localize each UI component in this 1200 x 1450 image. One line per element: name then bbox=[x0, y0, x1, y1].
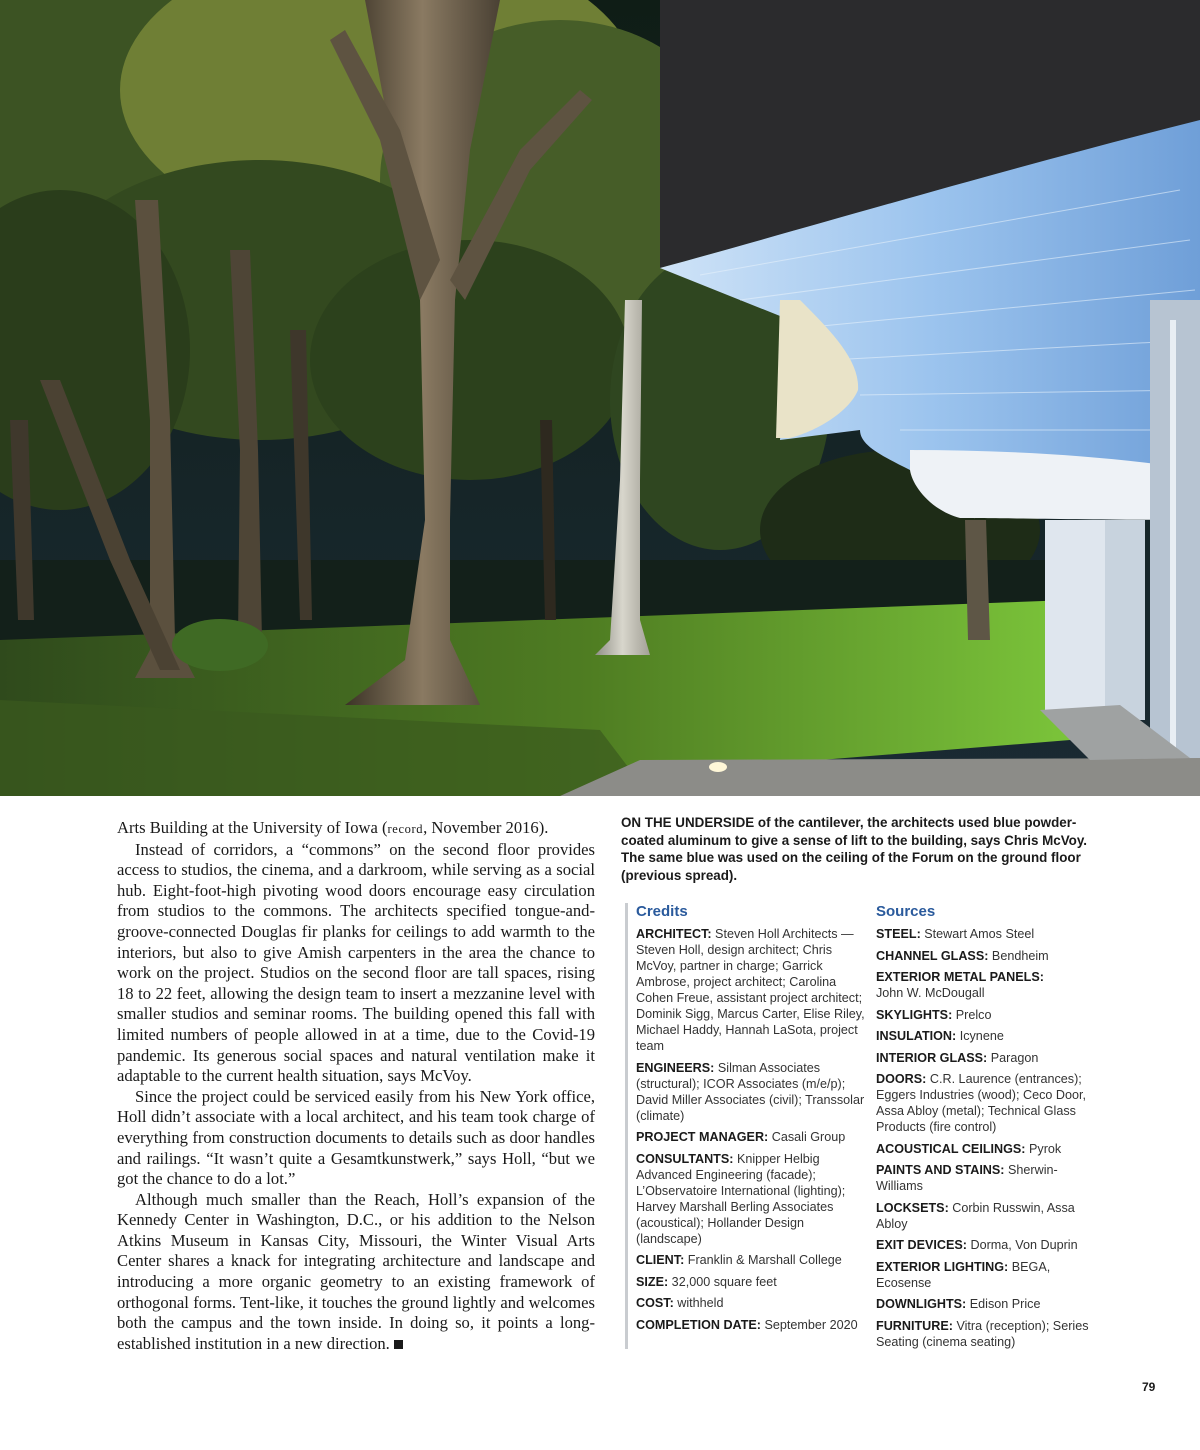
credit-entry: ARCHITECT: Steven Holl Architects — Steven Holl, design architect; Chris McVoy, partner in charge; Garrick Ambrose, project architect; Carolina Cohen Freue, assistant project architect; Dominik Sigg, Marcus Carter, Elise Riley, Michael Haddy, Hannah LaSota, project team bbox=[636, 927, 865, 1053]
credit-entry: CLIENT: Franklin & Marshall College bbox=[636, 1253, 842, 1267]
source-entry: CHANNEL GLASS: Bendheim bbox=[876, 948, 1049, 963]
caption-lead: ON THE UNDERSIDE bbox=[621, 815, 755, 830]
credit-entry: COMPLETION DATE: September 2020 bbox=[636, 1317, 858, 1332]
credits-title: Credits bbox=[636, 903, 688, 920]
source-entry: INTERIOR GLASS: Paragon bbox=[876, 1050, 1039, 1065]
article-paragraph: Although much smaller than the Reach, Holl’s expansion of the Kennedy Center in Washington, D.C., or his addition to the Nelson Atkins Museum in Kansas City, Missouri, the Winter Visual Arts Center shares a knack for integrating architecture and landscape and introducing a more organic geometry to an existing framework of orthogonal forms. Tent-like, it touches the ground lightly and welcomes both the campus and the town inside. In doing so, it points a long-established institution in a new direction. bbox=[117, 1189, 595, 1353]
source-entry: EXTERIOR LIGHTING: BEGA, Ecosense bbox=[876, 1259, 1051, 1290]
source-entry: PAINTS AND STAINS: Sherwin-Williams bbox=[876, 1163, 1058, 1193]
source-entry: EXIT DEVICES: Dorma, Von Duprin bbox=[876, 1238, 1078, 1252]
source-entry: ACOUSTICAL CEILINGS: Pyrok bbox=[876, 1141, 1062, 1156]
shrub bbox=[172, 619, 268, 671]
article-paragraph: Instead of corridors, a “commons” on the second floor provides access to studios, the cinema, and a darkroom, while serving as a social hub. Eight-foot-high pivoting wood doors encourage easy circulation from studios to the commons. The architects specified tongue-and-groove-connected Douglas fir planks for ceilings to add warmth to the interiors, but also to give Amish carpenters in the area the chance to work on the project. Studios on the second floor are tall spaces, rising 18 to 22 feet, allowing the design team to insert a mezzanine level with smaller studios and seminar rooms. The building opened this fall with limited numbers of people allowed in at a time, due to the Covid-19 pandemic. Its generous social spaces and natural ventilation make it adaptable to the current health situation, says McVoy. bbox=[117, 839, 595, 1086]
source-entry: EXTERIOR METAL PANELS: John W. McDougall bbox=[876, 970, 1044, 1000]
source-entry: STEEL: Stewart Amos Steel bbox=[876, 927, 1035, 941]
page-number: 79 bbox=[1142, 1380, 1156, 1394]
end-mark-icon bbox=[394, 1340, 403, 1349]
credit-entry: CONSULTANTS: Knipper Helbig Advanced Engineering (facade); L’Observatoire International (lighting); Harvey Marshall Berling Associates (acoustical); Hollander Design (landscape) bbox=[636, 1151, 846, 1246]
paving bbox=[560, 758, 1200, 796]
source-entry: LOCKSETS: Corbin Russwin, Assa Abloy bbox=[876, 1200, 1075, 1231]
article-paragraph: Since the project could be serviced easily from his New York office, Holl didn’t associate with a local architect, and his team took charge of everything from construction documents to details such as door handles and railings. “It wasn’t quite a Gesamtkunstwerk,” says Holl, “but we got the chance to do a lot.” bbox=[117, 1086, 595, 1189]
sources-title: Sources bbox=[876, 903, 936, 920]
ground-light bbox=[709, 762, 727, 772]
wall-panel bbox=[1045, 520, 1105, 710]
credit-entry: COST: withheld bbox=[636, 1296, 724, 1310]
photo-caption bbox=[621, 814, 1097, 884]
source-entry: INSULATION: Icynene bbox=[876, 1029, 1004, 1043]
sources-box bbox=[876, 903, 1098, 1355]
credit-entry: PROJECT MANAGER: Casali Group bbox=[636, 1130, 846, 1144]
article-body bbox=[117, 818, 595, 1354]
credit-entry: SIZE: 32,000 square feet bbox=[636, 1274, 777, 1289]
source-entry: DOWNLIGHTS: Edison Price bbox=[876, 1297, 1041, 1311]
caption-text: of the cantilever, the architects used blue powder-coated aluminum to give a sense of lift to the building, says Chris McVoy. The same blue was used on the ceiling of the Forum on the ground floor (previous spread). bbox=[621, 815, 1088, 883]
credit-entry: ENGINEERS: Silman Associates (structural); ICOR Associates (m/e/p); David Miller Associates (civil); Transsolar (climate) bbox=[636, 1060, 865, 1123]
source-entry: DOORS: C.R. Laurence (entrances); Eggers Industries (wood); Ceco Door, Assa Abloy (metal); Technical Glass Products (fire control) bbox=[876, 1072, 1086, 1134]
credits-box bbox=[625, 903, 871, 1349]
source-entry: SKYLIGHTS: Prelco bbox=[876, 1007, 992, 1022]
article-paragraph: Arts Building at the University of Iowa (record, November 2016). bbox=[117, 818, 549, 837]
magazine-name: record bbox=[387, 822, 424, 836]
source-entry: FURNITURE: Vitra (reception); Series Seating (cinema seating) bbox=[876, 1318, 1089, 1349]
